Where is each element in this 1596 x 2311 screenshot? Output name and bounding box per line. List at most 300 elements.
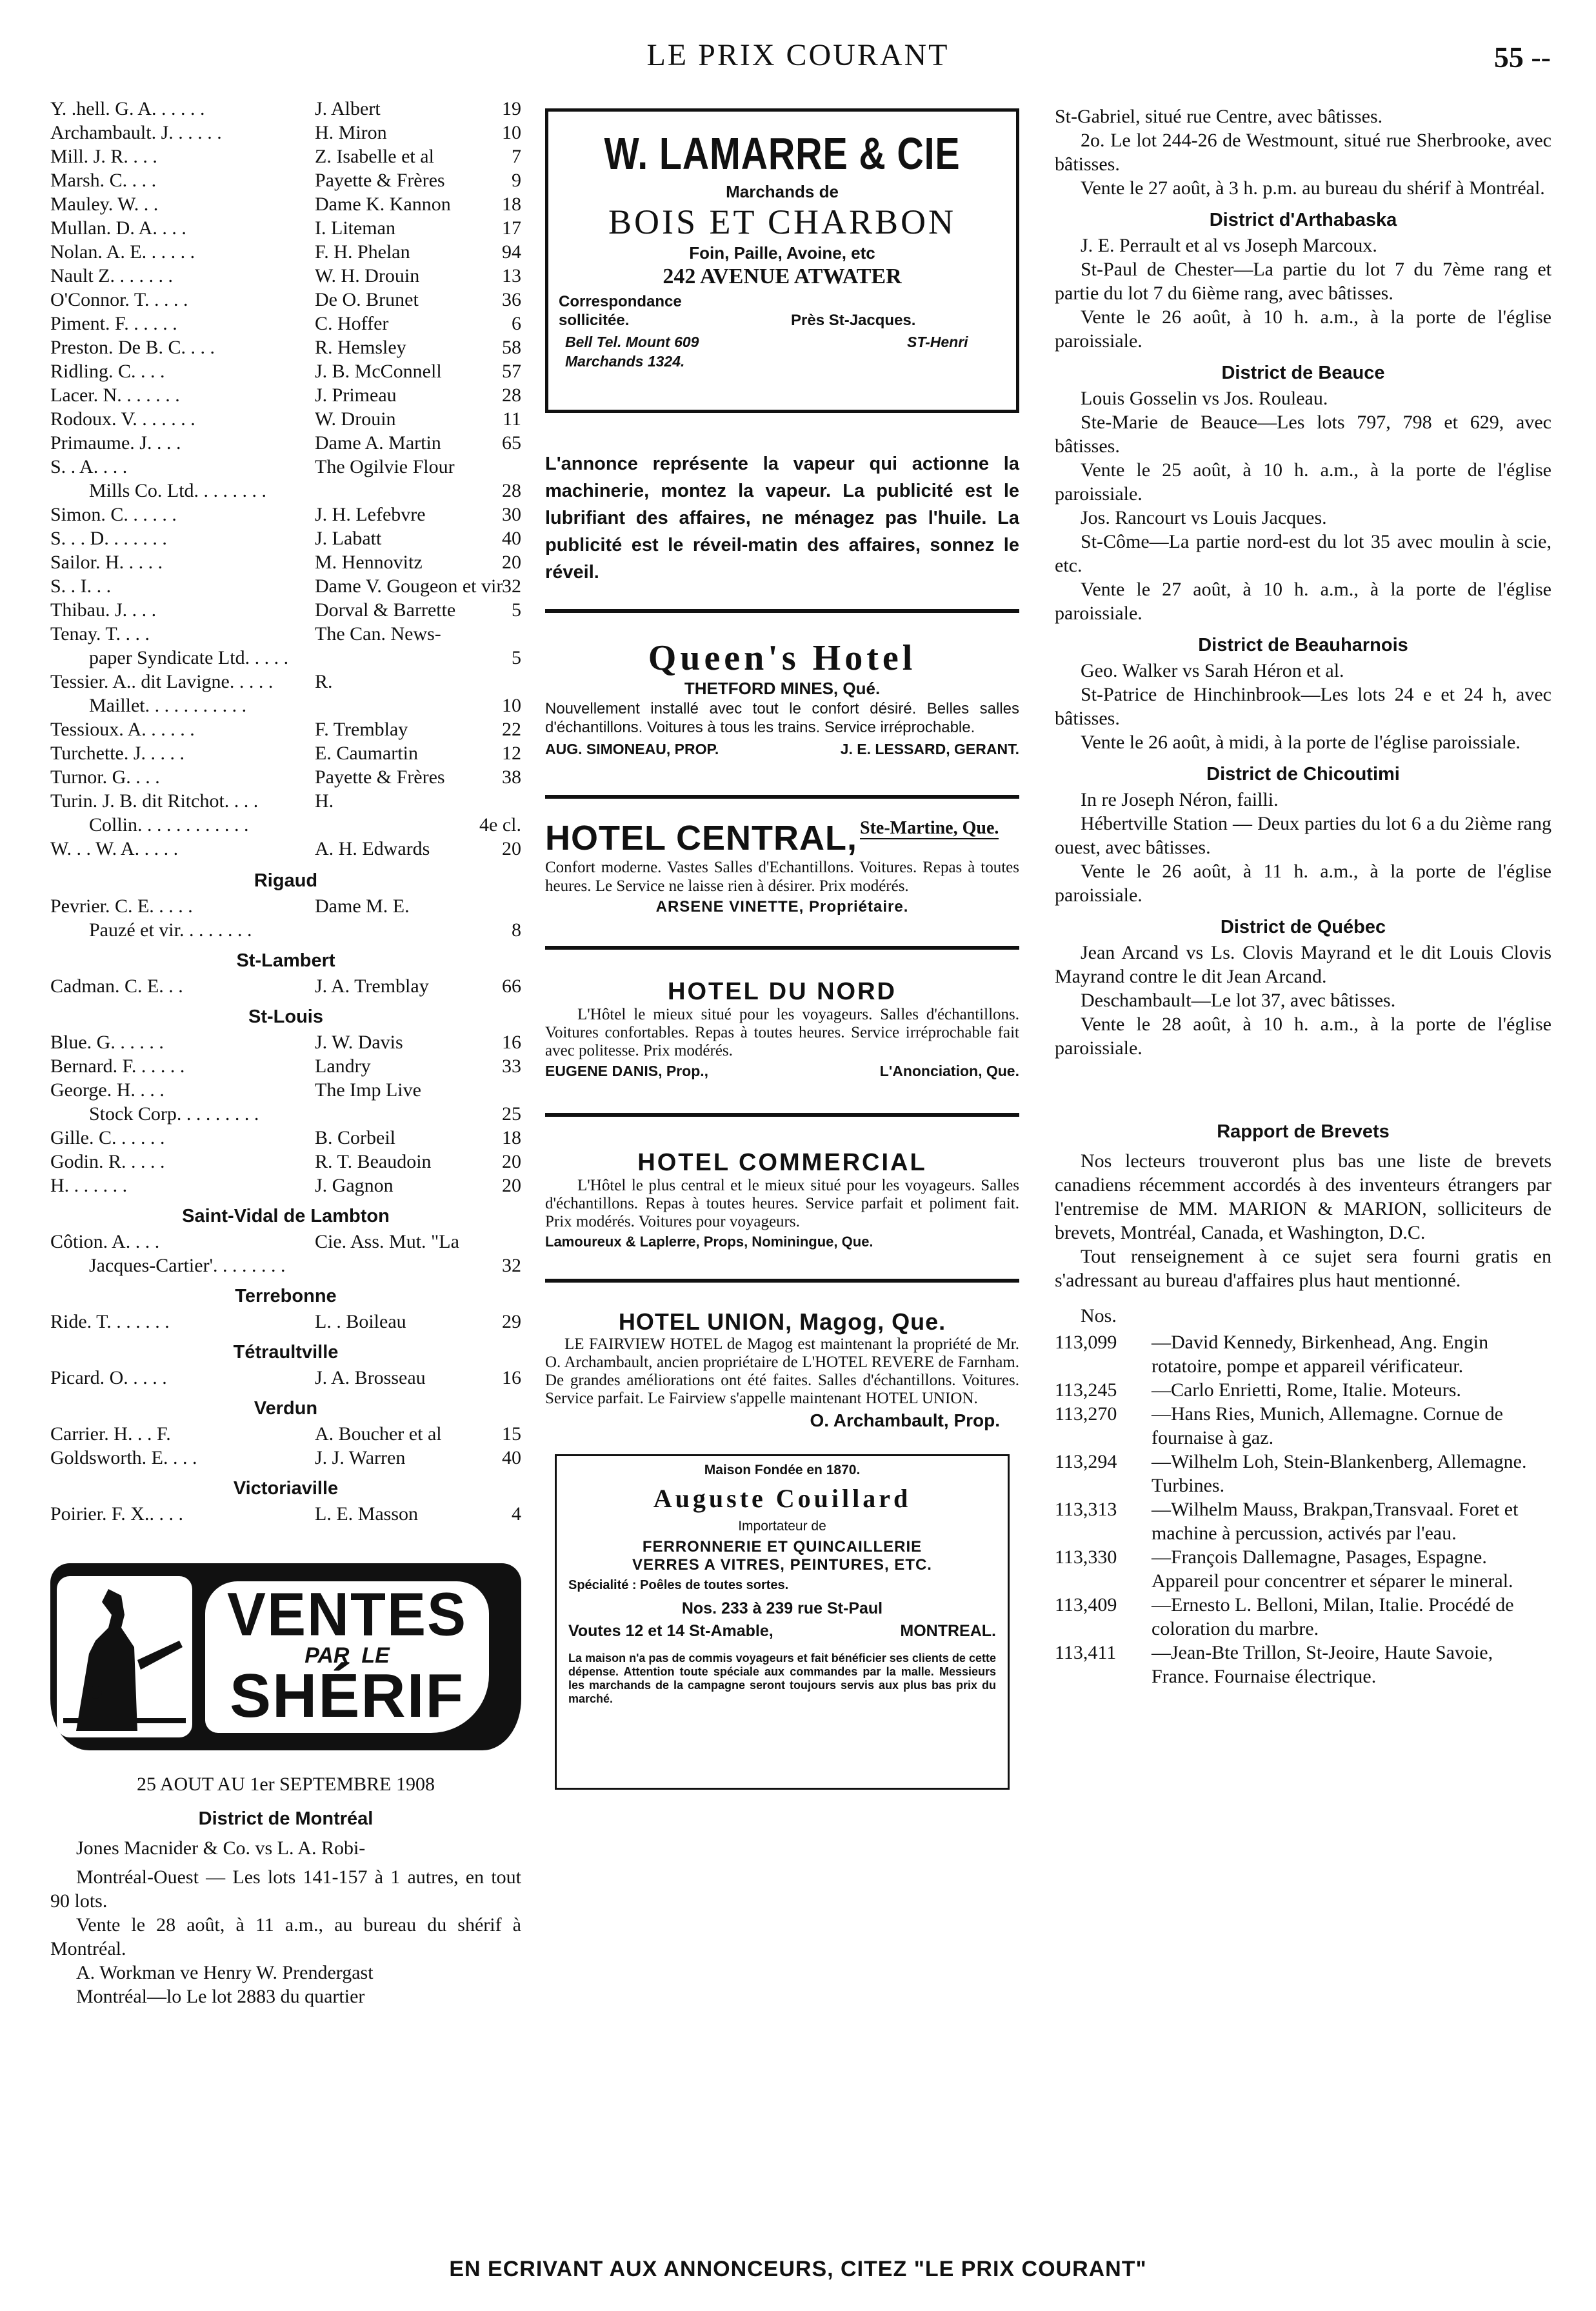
list-item [50, 1054, 521, 1078]
defendant-name: Nault Z. . . . . . . [50, 265, 173, 286]
plaintiff-name: The Ogilvie Flour [315, 456, 455, 477]
amount: 32 [502, 1255, 521, 1276]
list-item [50, 765, 521, 789]
nord-text: L'Hôtel le mieux situé pour les voyageurs. Salles d'échantillons. Voitures confortables. Repas à toutes heures. Service irréprochable fait avec politesse. Prix modérés. [545, 1006, 1019, 1059]
queens-name: Queen's Hotel [648, 638, 917, 678]
list-item [50, 168, 521, 192]
list-item [50, 789, 521, 813]
amount: 28 [502, 480, 521, 501]
queb-p2: Deschambault—Le lot 37, avec bâtisses. [1081, 990, 1396, 1011]
amount: 13 [502, 265, 521, 286]
section-title-beauce: District de Beauce [1221, 363, 1385, 383]
amount: 66 [502, 975, 521, 997]
amount: 20 [502, 1151, 521, 1172]
plaintiff-name: J. J. Warren [315, 1447, 406, 1468]
list-item [50, 1030, 521, 1054]
judgment-list-victoriaville [50, 1502, 521, 1526]
chic-p1: In re Joseph Néron, failli. [1081, 789, 1279, 810]
ad-hotel-commercial [545, 1149, 1019, 1250]
section-title-arthabaska: District d'Arthabaska [1209, 210, 1397, 230]
judgment-list-tetraultville [50, 1366, 521, 1390]
chic-p2: Hébertville Station — Deux parties du lot 6 a du 2ième rang ouest, avec bâtisses. [1055, 813, 1551, 858]
list-item [50, 1102, 521, 1126]
section-title-victoriaville: Victoriaville [233, 1478, 339, 1499]
amount: 18 [502, 194, 521, 215]
amount: 32 [502, 575, 521, 597]
plaintiff-name: L. . Boileau [315, 1311, 406, 1332]
amount: 33 [502, 1055, 521, 1077]
amount: 10 [502, 695, 521, 716]
intro-p3: Vente le 27 août, à 3 h. p.m. au bureau du shérif à Montréal. [1081, 177, 1545, 199]
list-item [50, 312, 521, 335]
montreal-p2: Montréal-Ouest — Les lots 141-157 à 1 autres, en tout 90 lots. [50, 1866, 521, 1912]
plaintiff-name: Dame M. E. [315, 895, 410, 917]
list-item [50, 598, 521, 622]
amount: 12 [502, 743, 521, 764]
list-item [50, 670, 521, 694]
beauce-p2: Ste-Marie de Beauce—Les lots 797, 798 et 629, avec bâtisses. [1055, 412, 1551, 457]
patent-text: —Wilhelm Mauss, Brakpan,Transvaal. Foret et machine à percussion, activés par l'eau. [1152, 1499, 1519, 1544]
couillard-note: La maison n'a pas de commis voyageurs et fait bénéficier ses clients de cette dépense. Attention toute spéciale aux commandes par la malle. Messieurs les marchands de la campagne seront toujours servis aux plus bas prix du marché. [568, 1652, 996, 1705]
defendant-name: Goldsworth. E. . . . [50, 1447, 197, 1468]
list-item [50, 1422, 521, 1446]
defendant-name: Sailor. H. . . . . [50, 552, 163, 573]
column-1 [50, 97, 521, 2008]
patent-item [1055, 1545, 1551, 1593]
defendant-name: W. . . W. A. . . . . [50, 838, 179, 859]
defendant-name: Lacer. N. . . . . . . [50, 385, 180, 406]
couillard-addr: Nos. 233 à 239 rue St-Paul [681, 1599, 883, 1617]
beauce-p1: Louis Gosselin vs Jos. Rouleau. [1081, 388, 1328, 409]
list-item [50, 741, 521, 765]
amount: 5 [512, 599, 521, 621]
couillard-l1: FERRONNERIE ET QUINCAILLERIE [642, 1538, 923, 1556]
judgment-list-rigaud [50, 894, 521, 942]
patent-number: 113,409 [1055, 1594, 1117, 1616]
patent-item [1055, 1497, 1551, 1545]
nord-name: HOTEL DU NORD [668, 978, 897, 1005]
list-item [50, 1126, 521, 1150]
patent-list [1055, 1330, 1551, 1688]
section-title-stlouis: St-Louis [248, 1006, 323, 1027]
amount: 57 [502, 361, 521, 382]
defendant-name: Tessioux. A. . . . . . [50, 719, 195, 740]
list-item [50, 145, 521, 168]
list-item [50, 1502, 521, 1526]
amount: 38 [502, 766, 521, 788]
intro-p1: St-Gabriel, situé rue Centre, avec bâtisses. [1055, 106, 1383, 127]
amount: 4 [512, 1503, 521, 1525]
patent-item [1055, 1450, 1551, 1497]
patent-text: —Wilhelm Loh, Stein-Blankenberg, Allemagne. Turbines. [1152, 1451, 1527, 1496]
list-item [50, 383, 521, 407]
plaintiff-name: H. [315, 790, 334, 812]
amount: 19 [502, 98, 521, 119]
page-footer: EN ECRIVANT AUX ANNONCEURS, CITEZ "LE PRIX COURANT" [449, 2257, 1147, 2281]
queb-p1: Jean Arcand vs Ls. Clovis Mayrand et le dit Louis Clovis Mayrand contre le dit Jean Arcand. [1055, 942, 1551, 987]
amount: 10 [502, 122, 521, 143]
defendant-name: Marsh. C. . . . [50, 170, 157, 191]
defendant-name: H. . . . . . . [50, 1175, 128, 1196]
beauh-p1: Geo. Walker vs Sarah Héron et al. [1081, 660, 1344, 681]
defendant-name: Cadman. C. E. . . [50, 975, 183, 997]
patent-text: —Hans Ries, Munich, Allemagne. Cornue de fournaise à gaz. [1152, 1403, 1503, 1448]
arth-p2: St-Paul de Chester—La partie du lot 7 du 7ème rang et partie du lot 7 du 6ième rang, avec bâtisses. [1055, 259, 1551, 304]
banner-line-1: VENTES [226, 1581, 468, 1649]
defendant-name: Ridling. C. . . . [50, 361, 165, 382]
couillard-spec: Spécialité : Poêles de toutes sortes. [568, 1578, 789, 1592]
plaintiff-name: J. Labatt [315, 528, 382, 549]
patent-item [1055, 1641, 1551, 1688]
defendant-name: Bernard. F. . . . . . [50, 1055, 185, 1077]
defendant-name: paper Syndicate Ltd. . . . . [89, 647, 289, 668]
judgment-list-terrebonne [50, 1310, 521, 1334]
ad-lamarre-corr1: Correspondance [559, 293, 682, 310]
list-item [50, 837, 521, 861]
list-item [50, 359, 521, 383]
defendant-name: Collin. . . . . . . . . . . . [89, 814, 249, 835]
defendant-name: Jacques-Cartier'. . . . . . . . [89, 1255, 286, 1276]
amount: 6 [512, 313, 521, 334]
defendant-name: Mill. J. R. . . . [50, 146, 157, 167]
amount: 40 [502, 528, 521, 549]
plaintiff-name: The Imp Live [315, 1079, 421, 1101]
ad-hotel-nord [545, 978, 1019, 1083]
patent-text: —Carlo Enrietti, Rome, Italie. Moteurs. [1152, 1379, 1461, 1401]
judgment-list [50, 97, 521, 861]
amount: 29 [502, 1311, 521, 1332]
defendant-name: Turin. J. B. dit Ritchot. . . . [50, 790, 259, 812]
plaintiff-name: Payette & Frères [315, 766, 445, 788]
central-city: Ste-Martine, Que. [860, 818, 999, 838]
ad-couillard [555, 1454, 1010, 1790]
patent-number: 113,270 [1055, 1403, 1117, 1425]
montreal-p3: Vente le 28 août, à 11 a.m., au bureau du shérif à Montréal. [50, 1914, 521, 1959]
list-item [50, 1254, 521, 1277]
couillard-vou: Voutes 12 et 14 St-Amable, [568, 1622, 773, 1640]
plaintiff-name: F. H. Phelan [315, 241, 410, 263]
banner-line-3: SHÉRIF [229, 1661, 465, 1730]
defendant-name: Nolan. A. E. . . . . . [50, 241, 195, 263]
amount: 28 [502, 385, 521, 406]
patent-number: 113,411 [1055, 1642, 1117, 1663]
ad-queens-hotel [545, 639, 1019, 763]
ad-lamarre-goods: Foin, Paille, Avoine, etc [689, 243, 875, 263]
defendant-name: Tenay. T. . . . [50, 623, 150, 645]
beauce-p6: Vente le 27 août, à 10 h. a.m., à la porte de l'église paroissiale. [1055, 579, 1551, 624]
banner-line-2: PAR LE [304, 1643, 390, 1668]
defendant-name: Piment. F. . . . . . [50, 313, 177, 334]
defendant-name: Turchette. J. . . . . [50, 743, 185, 764]
chic-p3: Vente le 26 août, à 11 h. a.m., à la porte de l'église paroissiale. [1055, 861, 1551, 906]
section-title-rigaud: Rigaud [254, 870, 318, 891]
plaintiff-name: L. E. Masson [315, 1503, 418, 1525]
plaintiff-name: The Can. News- [315, 623, 441, 645]
defendant-name: Pauzé et vir. . . . . . . . [89, 919, 252, 941]
list-item [50, 503, 521, 526]
plaintiff-name: I. Liteman [315, 217, 395, 239]
couillard-l2: VERRES A VITRES, PEINTURES, ETC. [632, 1556, 932, 1574]
judgment-list-stlambert [50, 974, 521, 998]
couillard-founded: Maison Fondée en 1870. [704, 1463, 861, 1477]
plaintiff-name: M. Hennovitz [315, 552, 423, 573]
plaintiff-name: R. T. Beaudoin [315, 1151, 432, 1172]
arth-p3: Vente le 26 août, à 10 h. a.m., à la porte de l'église paroissiale. [1055, 306, 1551, 352]
section-title-tetraultville: Tétraultville [233, 1342, 339, 1363]
plaintiff-name: J. A. Brosseau [315, 1367, 426, 1388]
list-item [50, 431, 521, 455]
patent-item [1055, 1593, 1551, 1641]
defendant-name: S. . I. . . [50, 575, 112, 597]
ad-hotel-central [545, 818, 1019, 916]
amount: 94 [502, 241, 521, 263]
queens-mgr: J. E. LESSARD, GERANT. [840, 741, 1019, 757]
queb-p3: Vente le 28 août, à 10 h. a.m., à la porte de l'église paroissiale. [1055, 1014, 1551, 1059]
patent-item [1055, 1378, 1551, 1402]
patent-text: —Ernesto L. Belloni, Milan, Italie. Procédé de coloration du marbre. [1152, 1594, 1514, 1639]
amount: 40 [502, 1447, 521, 1468]
page-header-title: LE PRIX COURANT [646, 38, 950, 72]
list-item [50, 407, 521, 431]
list-item [50, 813, 521, 837]
plaintiff-name: B. Corbeil [315, 1127, 395, 1148]
list-item [50, 1446, 521, 1470]
section-title-brevets: Rapport de Brevets [1217, 1121, 1390, 1142]
section-title-beauharnois: District de Beauharnois [1198, 635, 1408, 655]
list-item [50, 216, 521, 240]
list-item [50, 894, 521, 918]
patent-number: 113,313 [1055, 1499, 1117, 1520]
brev-p2: Tout renseignement à ce sujet sera fourni gratis en s'adressant au bureau d'affaires plus haut mentionné. [1055, 1246, 1551, 1291]
amount: 11 [503, 408, 521, 430]
list-item [50, 694, 521, 717]
plaintiff-name: Dame V. Gougeon et vir [315, 575, 503, 597]
defendant-name: Blue. G. . . . . . [50, 1032, 164, 1053]
amount: 20 [502, 552, 521, 573]
list-item [50, 717, 521, 741]
defendant-name: Archambault. J. . . . . . [50, 122, 222, 143]
defendant-name: George. H. . . . [50, 1079, 165, 1101]
list-item [50, 918, 521, 942]
section-title-verdun: Verdun [254, 1398, 318, 1419]
amount: 7 [512, 146, 521, 167]
plaintiff-name: F. Tremblay [315, 719, 408, 740]
intro-p2: 2o. Le lot 244-26 de Westmount, situé rue Sherbrooke, avec bâtisses. [1055, 130, 1551, 175]
divider [545, 795, 1019, 799]
patent-text: —Jean-Bte Trillon, St-Jeoire, Haute Savoie, France. Fournaise électrique. [1152, 1642, 1493, 1687]
central-name: HOTEL CENTRAL, [545, 819, 857, 857]
plaintiff-name: Dame K. Kannon [315, 194, 451, 215]
defendant-name: Côtion. A. . . . [50, 1231, 160, 1252]
section-title-stlambert: St-Lambert [236, 950, 335, 971]
couillard-city: MONTREAL. [900, 1622, 996, 1640]
amount: 17 [502, 217, 521, 239]
ad-lamarre-march: Marchands 1324. [565, 353, 685, 370]
montreal-p4: A. Workman ve Henry W. Prendergast [76, 1962, 374, 1983]
ad-lamarre-sub: Marchands de [726, 182, 839, 201]
ad-lamarre-name: W. LAMARRE & CIE [604, 128, 961, 179]
plaintiff-name: J. Albert [315, 98, 381, 119]
plaintiff-name: J. B. McConnell [315, 361, 442, 382]
plaintiff-name: R. [315, 671, 333, 692]
plaintiff-name: Landry [315, 1055, 371, 1077]
patent-text: —David Kennedy, Birkenhead, Ang. Engin rotatoire, pompe et appareil vérificateur. [1152, 1332, 1489, 1377]
nord-prop: EUGENE DANIS, Prop., [545, 1063, 709, 1079]
ad-lamarre-line: BOIS ET CHARBON [608, 203, 957, 241]
amount: 16 [502, 1367, 521, 1388]
beauh-p2: St-Patrice de Hinchinbrook—Les lots 24 e et 24 h, avec bâtisses. [1055, 684, 1551, 729]
couillard-imp: Importateur de [738, 1519, 826, 1534]
montreal-text [50, 1836, 521, 2008]
list-item [50, 1078, 521, 1102]
defendant-name: Mauley. W. . . [50, 194, 159, 215]
list-item [50, 1150, 521, 1174]
plaintiff-name: De O. Brunet [315, 289, 419, 310]
patent-number: 113,099 [1055, 1332, 1117, 1353]
patent-number: 113,294 [1055, 1451, 1117, 1472]
couillard-name: Auguste Couillard [653, 1484, 912, 1513]
list-item [50, 646, 521, 670]
plaintiff-name: J. W. Davis [315, 1032, 403, 1053]
section-title-stvidal: Saint-Vidal de Lambton [182, 1206, 390, 1226]
queens-text: Nouvellement installé avec tout le confort désiré. Belles salles d'échantillons. Voitures à tous les trains. Service irréprochable. [545, 700, 1019, 736]
amount: 8 [512, 919, 521, 941]
beauce-p5: St-Côme—La partie nord-est du lot 35 avec moulin à scie, etc. [1055, 531, 1551, 576]
union-name: HOTEL UNION, Magog, Que. [618, 1308, 946, 1335]
list-item [50, 1310, 521, 1334]
auctioneer-illustration [50, 1563, 199, 1750]
amount: 25 [502, 1103, 521, 1125]
plaintiff-name: H. Miron [315, 122, 387, 143]
defendant-name: Godin. R. . . . . [50, 1151, 165, 1172]
ad-hotel-union [545, 1308, 1019, 1431]
amount: 30 [502, 504, 521, 525]
defendant-name: Mills Co. Ltd. . . . . . . . [89, 480, 267, 501]
plaintiff-name: Z. Isabelle et al [315, 146, 434, 167]
list-item [50, 574, 521, 598]
beauce-p3: Vente le 25 août, à 10 h. a.m., à la porte de l'église paroissiale. [1055, 459, 1551, 505]
plaintiff-name: E. Caumartin [315, 743, 418, 764]
divider [545, 609, 1019, 613]
plaintiff-name: Dame A. Martin [315, 432, 441, 454]
banner-box [205, 1581, 489, 1733]
amount: 65 [502, 432, 521, 454]
list-item [50, 1174, 521, 1197]
patent-item [1055, 1402, 1551, 1450]
arth-p1: J. E. Perrault et al vs Joseph Marcoux. [1081, 235, 1377, 256]
list-item [50, 288, 521, 312]
patent-item [1055, 1330, 1551, 1378]
list-item [50, 479, 521, 503]
plaintiff-name: J. A. Tremblay [315, 975, 429, 997]
ad-vapeur: L'annonce représente la vapeur qui actionne la machinerie, montez la vapeur. La publicité est le lubrifiant des affaires, ne ménagez pas l'huile. La publicité est le réveil-matin des affaires, sonnez le réveil. [545, 454, 1019, 583]
plaintiff-name: A. H. Edwards [315, 838, 430, 859]
section-title-quebec: District de Québec [1220, 917, 1386, 937]
brev-nos: Nos. [1081, 1305, 1117, 1326]
defendant-name: Turnor. G. . . . [50, 766, 160, 788]
amount: 15 [502, 1423, 521, 1445]
defendant-name: Thibau. J. . . . [50, 599, 157, 621]
plaintiff-name: J. Primeau [315, 385, 397, 406]
amount: 36 [502, 289, 521, 310]
list-item [50, 1230, 521, 1254]
section-title-montreal: District de Montréal [198, 1808, 374, 1829]
montreal-p5: Montréal—lo Le lot 2883 du quartier [76, 1986, 365, 2007]
brev-p1: Nos lecteurs trouveront plus bas une liste de brevets canadiens récemment accordés à des inventeurs étrangers par l'entremise de MM. MARION & MARION, solliciteurs de brevets, Montréal, Canada, et Washington, D.C. [1055, 1150, 1551, 1243]
list-item [50, 455, 521, 479]
amount: 22 [502, 719, 521, 740]
defendant-name: Pevrier. C. E. . . . . [50, 895, 193, 917]
plaintiff-name: J. H. Lefebvre [315, 504, 426, 525]
defendant-name: Stock Corp. . . . . . . . . [89, 1103, 259, 1125]
plaintiff-name: Dorval & Barrette [315, 599, 456, 621]
list-item [50, 526, 521, 550]
beauce-p4: Jos. Rancourt vs Louis Jacques. [1081, 507, 1327, 528]
defendant-name: Carrier. H. . . F. [50, 1423, 171, 1445]
defendant-name: Picard. O. . . . . [50, 1367, 167, 1388]
ad-lamarre-tel2: ST-Henri [907, 334, 968, 350]
section-title-chicoutimi: District de Chicoutimi [1206, 764, 1400, 785]
defendant-name: Primaume. J. . . . [50, 432, 181, 454]
divider [545, 1279, 1019, 1283]
central-text: Confort moderne. Vastes Salles d'Echantillons. Voitures. Repas à toutes heures. Le Service ne laisse rien à désirer. Prix modérés. [545, 859, 1019, 895]
plaintiff-name: W. H. Drouin [315, 265, 420, 286]
list-item [50, 550, 521, 574]
ad-lamarre-near: Près St-Jacques. [791, 312, 916, 329]
plaintiff-name: J. Gagnon [315, 1175, 394, 1196]
judgment-list-stlouis [50, 1030, 521, 1197]
nord-city: L'Anonciation, Que. [879, 1063, 1019, 1079]
ad-lamarre-corr2: sollicitée. [559, 312, 630, 329]
central-prop: ARSENE VINETTE, Propriétaire. [655, 898, 909, 915]
patent-number: 113,245 [1055, 1379, 1117, 1401]
queens-prop: AUG. SIMONEAU, PROP. [545, 741, 719, 757]
defendant-name: Poirier. F. X.. . . . [50, 1503, 183, 1525]
commercial-prop: Lamoureux & Laplerre, Props, Nominingue, Que. [545, 1234, 873, 1250]
amount: 20 [502, 838, 521, 859]
section-title-terrebonne: Terrebonne [235, 1286, 337, 1306]
amount: 16 [502, 1032, 521, 1053]
queens-city: THETFORD MINES, Qué. [684, 679, 881, 698]
plaintiff-name: Payette & Frères [315, 170, 445, 191]
defendant-name: S. . A. . . . [50, 456, 128, 477]
list-item [50, 974, 521, 998]
column-3 [1055, 105, 1551, 1688]
ventes-shérif-banner [50, 1563, 521, 1750]
page-number: 55 -- [1493, 41, 1551, 74]
list-item [50, 335, 521, 359]
ad-lamarre [545, 108, 1019, 413]
list-item [50, 192, 521, 216]
ad-lamarre-tel: Bell Tel. Mount 609 [565, 334, 699, 350]
defendant-name: Gille. C. . . . . . [50, 1127, 165, 1148]
defendant-name: Simon. C. . . . . . [50, 504, 177, 525]
judgment-list-stvidal [50, 1230, 521, 1277]
defendant-name: Preston. De B. C. . . . [50, 337, 215, 358]
ad-lamarre-addr: 242 AVENUE ATWATER [663, 265, 902, 288]
defendant-name: O'Connor. T. . . . . [50, 289, 188, 310]
patent-text: —François Dallemagne, Pasages, Espagne. Appareil pour concentrer et séparer le mineral. [1152, 1546, 1513, 1592]
amount: 9 [512, 170, 521, 191]
plaintiff-name: A. Boucher et al [315, 1423, 442, 1445]
montreal-p1: Jones Macnider & Co. vs L. A. Robi- [76, 1837, 366, 1859]
divider [545, 946, 1019, 950]
defendant-name: Rodoux. V. . . . . . . [50, 408, 195, 430]
plaintiff-name: R. Hemsley [315, 337, 406, 358]
union-prop: O. Archambault, Prop. [810, 1410, 1000, 1430]
plaintiff-name: C. Hoffer [315, 313, 389, 334]
defendant-name: Mullan. D. A. . . . [50, 217, 186, 239]
